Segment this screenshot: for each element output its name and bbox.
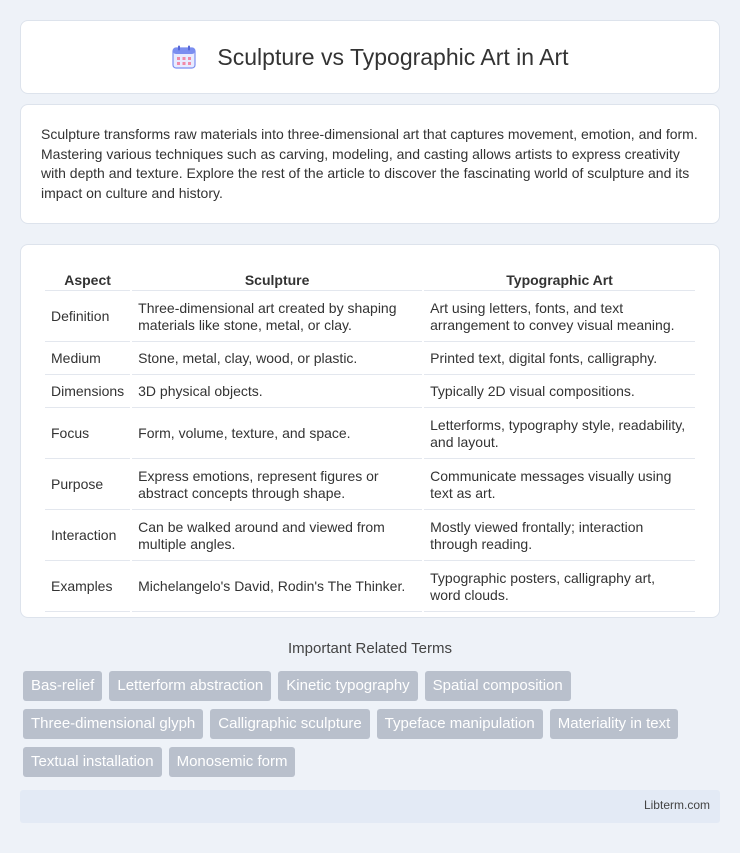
footer — [20, 790, 720, 823]
table-row — [45, 293, 695, 342]
table-cell: Letterforms, typography style, readability, and layout. — [424, 410, 695, 459]
related-term-tag[interactable]: Textual installation — [23, 747, 162, 777]
header-card — [20, 20, 720, 94]
table-row — [45, 410, 695, 459]
page-title: Sculpture vs Typographic Art in Art — [217, 43, 569, 70]
comparison-table — [43, 265, 697, 614]
related-terms-title: Important Related Terms — [288, 640, 452, 657]
table-cell: Medium — [45, 344, 130, 375]
intro-text: Sculpture transforms raw materials into three-dimensional art that captures movement, emotion, and form. Mastering various techniques such as carving, modeling, and casting allows artists to express creativity with depth and texture. Explore the rest of the article to discover the fascinating world of sculpture and its impact on culture and history. — [41, 126, 698, 201]
table-header-row — [45, 267, 695, 291]
table-cell: Michelangelo's David, Rodin's The Thinker. — [132, 563, 422, 612]
related-term-tag[interactable]: Calligraphic sculpture — [210, 709, 369, 739]
table-row — [45, 344, 695, 375]
table-cell: Purpose — [45, 461, 130, 510]
table-row — [45, 377, 695, 408]
table-cell: Examples — [45, 563, 130, 612]
table-cell: Form, volume, texture, and space. — [132, 410, 422, 459]
related-term-tag[interactable]: Monosemic form — [169, 747, 296, 777]
related-term-tag[interactable]: Three-dimensional glyph — [23, 709, 203, 739]
related-term-tag[interactable]: Letterform abstraction — [109, 671, 271, 701]
column-header: Sculpture — [132, 267, 422, 291]
table-cell: Typically 2D visual compositions. — [424, 377, 695, 408]
table-cell: Three-dimensional art created by shaping materials like stone, metal, or clay. — [132, 293, 422, 342]
table-cell: Interaction — [45, 512, 130, 561]
table-cell: Mostly viewed frontally; interaction through reading. — [424, 512, 695, 561]
column-header: Typographic Art — [424, 267, 695, 291]
footer-site-link[interactable]: Libterm.com — [643, 798, 710, 812]
table-cell: Stone, metal, clay, wood, or plastic. — [132, 344, 422, 375]
table-cell: Definition — [45, 293, 130, 342]
related-term-tag[interactable]: Typeface manipulation — [377, 709, 543, 739]
related-term-tag[interactable]: Materiality in text — [550, 709, 679, 739]
table-row — [45, 563, 695, 612]
column-header: Aspect — [45, 267, 130, 291]
related-term-tag[interactable]: Bas-relief — [23, 671, 102, 701]
table-row — [45, 512, 695, 561]
table-cell: 3D physical objects. — [132, 377, 422, 408]
related-term-tag[interactable]: Spatial composition — [425, 671, 571, 701]
table-cell: Express emotions, represent figures or abstract concepts through shape. — [132, 461, 422, 510]
table-cell: Printed text, digital fonts, calligraphy. — [424, 344, 695, 375]
related-terms-list — [23, 671, 723, 777]
table-row — [45, 461, 695, 510]
table-cell: Focus — [45, 410, 130, 459]
table-cell: Can be walked around and viewed from multiple angles. — [132, 512, 422, 561]
table-cell: Dimensions — [45, 377, 130, 408]
calendar-icon — [171, 44, 197, 70]
table-cell: Typographic posters, calligraphy art, word clouds. — [424, 563, 695, 612]
intro-card — [20, 104, 720, 224]
table-cell: Communicate messages visually using text as art. — [424, 461, 695, 510]
comparison-table-card — [20, 244, 720, 618]
related-term-tag[interactable]: Kinetic typography — [278, 671, 417, 701]
table-cell: Art using letters, fonts, and text arrangement to convey visual meaning. — [424, 293, 695, 342]
